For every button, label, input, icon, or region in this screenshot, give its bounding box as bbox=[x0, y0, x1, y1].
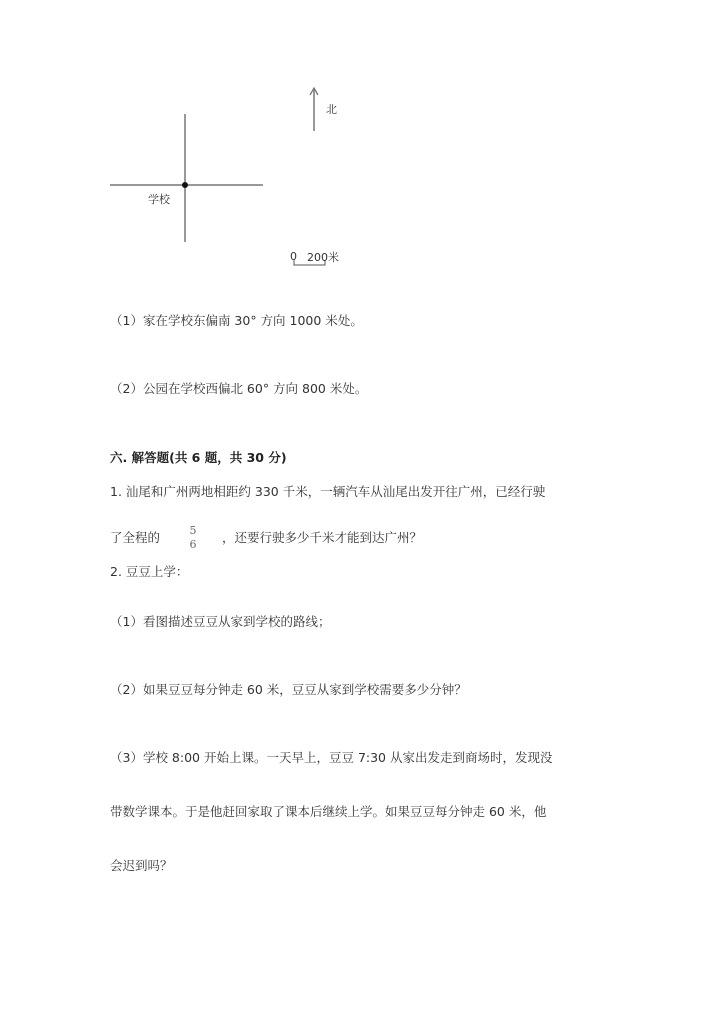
q1-line2-before: 了全程的 bbox=[110, 530, 161, 545]
q2-sub3-line2: 带数学课本。于是他赶回家取了课本后继续上学。如果豆豆每分钟走 60 米，他 bbox=[110, 804, 547, 819]
north-label: 北 bbox=[326, 103, 337, 116]
q2-sub1: （1）看图描述豆豆从家到学校的路线； bbox=[110, 614, 331, 629]
q1-line2-after: ，还要行驶多少千米才能到达广州？ bbox=[222, 530, 423, 545]
q2-sub3-line1: （3）学校 8:00 开始上课。一天早上，豆豆 7:30 从家出发走到商场时，发现没 bbox=[110, 750, 553, 765]
school-dot bbox=[182, 182, 188, 188]
scale-label: 200米 bbox=[307, 251, 339, 264]
direction-diagram bbox=[0, 0, 720, 300]
q2-title: 2. 豆豆上学： bbox=[110, 564, 189, 579]
school-label: 学校 bbox=[148, 193, 170, 206]
item-1: （1）家在学校东偏南 30° 方向 1000 米处。 bbox=[110, 313, 363, 328]
q2-sub3-line3: 会迟到吗？ bbox=[110, 858, 173, 873]
scale-zero: 0 bbox=[290, 250, 297, 263]
q2-sub2: （2）如果豆豆每分钟走 60 米，豆豆从家到学校需要多少分钟？ bbox=[110, 682, 467, 697]
q1-line1: 1. 汕尾和广州两地相距约 330 千米，一辆汽车从汕尾出发开往广州，已经行驶 bbox=[110, 484, 546, 499]
item-2: （2）公园在学校西偏北 60° 方向 800 米处。 bbox=[110, 381, 368, 396]
fraction-numerator: 5 bbox=[189, 524, 197, 537]
fraction-denominator: 6 bbox=[189, 538, 197, 551]
section-heading: 六. 解答题(共 6 题，共 30 分) bbox=[110, 450, 287, 465]
fraction bbox=[186, 524, 200, 552]
